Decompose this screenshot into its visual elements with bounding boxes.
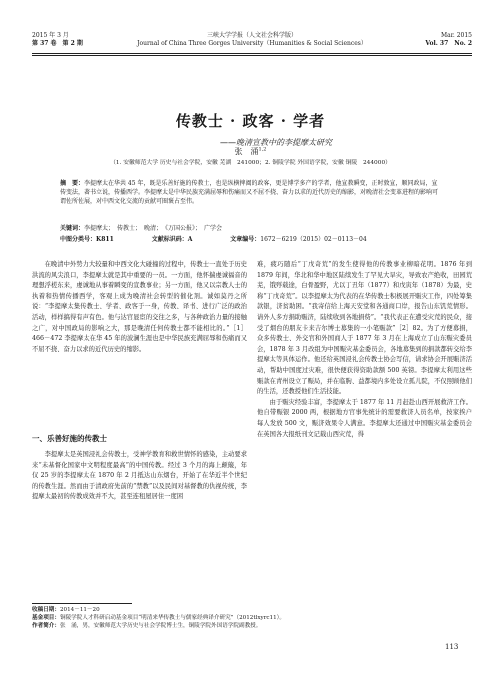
author-sup: 1,2: [258, 146, 267, 153]
journal-name-cn: 三峡大学学报（人文社会科学版）: [206, 32, 297, 39]
fund-label: 基金项目：: [32, 615, 60, 622]
body-right-column: [257, 260, 472, 440]
received-line: [32, 606, 472, 614]
abstract: [60, 180, 440, 206]
body-left-column: [32, 260, 247, 355]
body-paragraph: 在晚清中外势力大较量和中西文化大碰撞的过程中，传教士一直处于历史洪流的风尖浪口，李提摩太就是其中重要的一员。一方面，他怀揣虔诚福音的理想浮槎东来，虔诚地从事着瞬变的宣教事业；另一方面，他又以宗教人士的执着和热情传播西学，客观上成为晚清社会转型的催化剂。诚如莫丹之所说：“李提摩太集传教士、学者、政客于一身，传教、译书、进行广泛的政治活动，样样搞得有声有色。他与达官显宦的交往之多，与各种政治力量的接触之广，对中国政局的影响之大，那是晚清任何传教士都不能相比的。”［1］466－472 李提摩太在华 45 年的波澜生涯也是中华民族充满屈辱和伤痛而又不屈不挠、奋力以求的近代历史的缩影。: [32, 261, 247, 353]
author-line: [0, 146, 501, 157]
header-date: 2015 年 3 月: [32, 32, 69, 39]
keywords-label: 关键词：: [60, 225, 85, 232]
fund-text: 铜陵学院人才科研启动基金项目“明清来华传教士与儒家经典译介研究”（2012tlxyrc11）。: [59, 615, 286, 622]
body-paragraph-2: 李提摩太是英国浸礼会传教士，受神学教育和救世情怀的感染，主动要求来“未基督化国家中文明程度最高”的中国传教。经过 3 个月的海上颠簸，年仅 25 岁的李提摩太在 1870 年 2 月抵达山东烟台，开始了在华近半个世纪的传教生涯。然而由于清政府先前的“禁教”以及民间对基督教的仇视传统，李提摩太最初的传教成效并不大，甚至连租屋居住一度困: [32, 451, 247, 501]
keywords: [60, 225, 440, 233]
header-rule: [32, 53, 472, 54]
author-intro-text: 张 涌，男，安徽师范大学历史与社会学院博士生，铜陵学院外国语学院副教授。: [59, 623, 262, 630]
received-date: 2014－11－20: [59, 607, 100, 613]
id-group: [230, 236, 402, 243]
footnote-rule: [32, 603, 132, 604]
fund-line: [32, 614, 472, 622]
page-number: 113: [445, 643, 459, 651]
header-right: [425, 32, 472, 48]
header-volume-en: Vol. 37 No. 2: [425, 40, 472, 47]
received-label: 收稿日期：: [32, 607, 60, 613]
cls-label: 中图分类号：: [60, 236, 97, 243]
affiliation: （1. 安徽师范大学 历史与社会学院，安徽 芜湖 241000；2. 铜陵学院 外国语学院，安徽 铜陵 244000）: [110, 160, 391, 166]
cls-group: [60, 236, 114, 243]
body-left-column-2: [32, 450, 247, 503]
abstract-label: 摘 要：: [60, 180, 85, 187]
doc-group: [152, 236, 193, 243]
footnotes: [32, 606, 472, 631]
header-date-en: Mar. 2015: [440, 32, 472, 39]
id-label: 文章编号：: [230, 236, 261, 243]
header-volume: 第 37 卷 第 2 期: [32, 40, 83, 47]
abstract-text: 李提摩太在华共 45 年，既是乐善好施的传教士，也是纵横捭阖的政客，更是博学多产的学者，他宣教瞬变，正时敦宣，顺同政局，宣传变法，著书立说，传播西学。李提摩太是中华民族充满屈辱和伤痛而又不屈不挠、奋力以求的近代历史的缩影，对晚清社会变革进程的影响可谓佐所佐展，对中西文化交流的贡献可圈褒占至伟。: [60, 180, 439, 205]
classification-line: [60, 236, 440, 244]
doc-value: A: [187, 236, 193, 243]
section-heading: 一、乐善好施的传教士: [32, 434, 107, 443]
id-value: 1672－6219（2015）02－0113－04: [260, 236, 367, 243]
author-intro-line: [32, 622, 472, 630]
author-intro-label: 作者简介：: [32, 623, 60, 630]
article-subtitle: ——晚清宣教中的李提摩太研究: [220, 138, 332, 147]
journal-name-en: Journal of China Three Gorges University（Humanities & Social Sciences）: [137, 40, 367, 47]
header-center: [32, 32, 472, 48]
cls-value: K811: [96, 236, 114, 243]
author-name: 张 涌: [234, 147, 259, 156]
keywords-text: 李提摩太； 传教士； 晚清； 《万国公报》； 广学会: [84, 225, 223, 232]
body-paragraph-right: 难，疲巧随后“丁戊奇荒”的发生使得他的传教事业柳暗花明。1876 年到 1879 年间，华北和华中地区陆续发生了罕见大旱灾，导致农产绝收，田园荒芜，饿殍载途，白骨盈野，尤以丁丑年（1877）和戊寅年（1878）为最，史称“丁戊奇荒”。以李提摩太为代表的在华传教士积极展开赈灾工作，四处筹集款银，济贫助困。“我寄信给上海天安堂和各通商口岸，报告山东饥荒情形。请外人多方捐助赈济，陆续收到各地捐赀”。“我代表正在遭受灾荒的民众，接受了烟台的朋友卡来吉尔博士募集的一小笔赈款”［2］82。为了方便募捐，众多传教士、外交官和外国商人于 1877 年 3 月在上海成立了山东赈灾委员会，1878 年 3 月改组为中国赈灾基金委员会，各地募集到的捐款都转交给李提摩太等具体运作。他还给英国浸礼会传教士协会写信，请求协会开展赈济活动，帮助中国度过灾难，很快便获得资助款额 500 英镑。李提摩太利用这些赈款在青州设立了赈局，并在临朐、益都境内多处设立孤儿院，不仅照顾他们的生活，还教授他们生活技能。: [257, 261, 472, 396]
doc-label: 文献标识码：: [151, 236, 188, 243]
body-paragraph-right-2: 由于赈灾经验丰富，李提摩太于 1877 年 11 月赶赴山西开展救济工作。他自带赈银 2000 两，根据地方官事先统计的需要救济人员名单，按家挨户每人发放 500 文，赈济效果令人满意。李提摩太还通过中国赈灾基金委员会在英国各大报纸刊文记载山西灾荒，得: [257, 398, 472, 438]
article-title: 传教士 · 政客 · 学者: [175, 112, 326, 130]
header-rule-thin: [32, 55, 472, 56]
